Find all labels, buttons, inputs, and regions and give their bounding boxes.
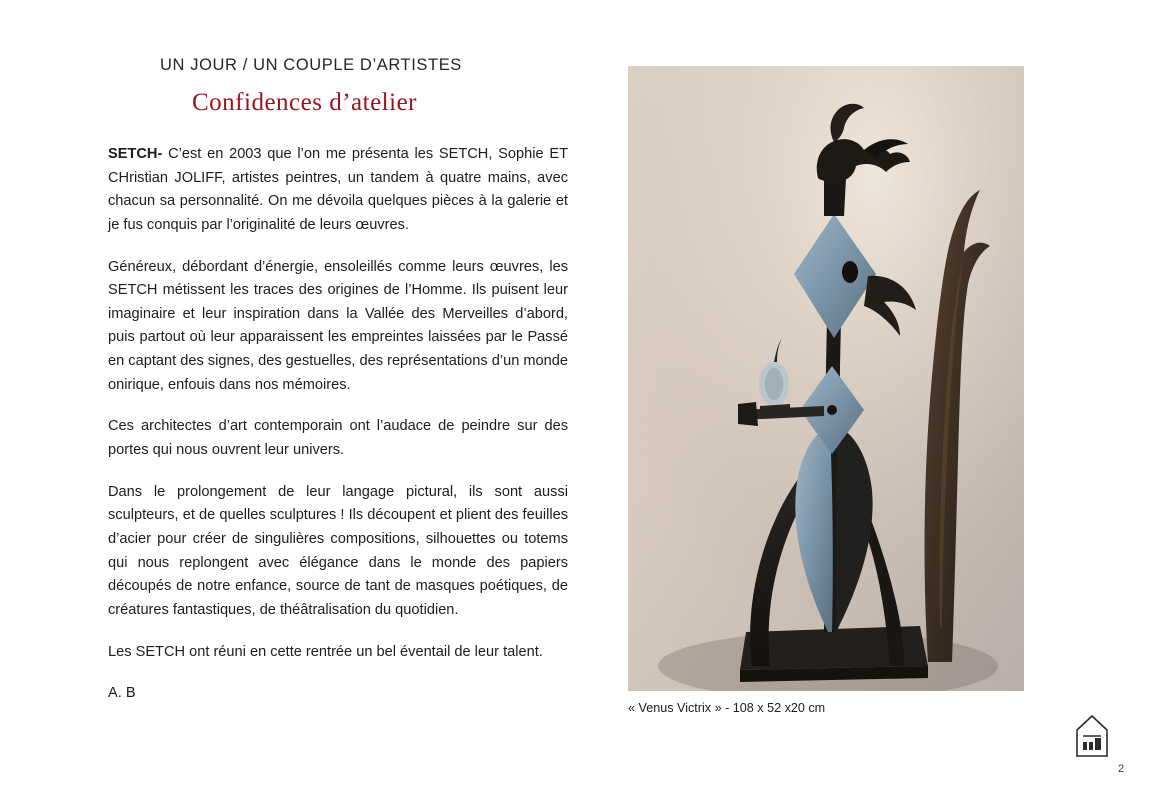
artwork-photo-frame	[628, 66, 1024, 691]
sculpture-illustration	[628, 66, 1024, 691]
artwork-caption: « Venus Victrix » - 108 x 52 x20 cm	[628, 701, 826, 715]
article-kicker: UN JOUR / UN COUPLE D’ARTISTES	[160, 56, 462, 74]
article-subtitle: Confidences d’atelier	[192, 89, 417, 116]
paragraph-2: Généreux, débordant d’énergie, ensoleillés comme leurs œuvres, les SETCH métissent les traces des origines de l’Homme. Ils puisent leur imaginaire et leur inspiration dans la Vallée des Merveilles d’abord, puis partout où leur apparaissent les empreintes laissées par le Passé en captant des signes, des gestuelles, des représentations d’un monde onirique, enfouis dans nos mémoires.	[108, 258, 569, 393]
paragraph-4: Dans le prolongement de leur langage pictural, ils sont aussi sculpteurs, et de quelles sculptures ! Ils découpent et plient des feuilles d’acier pour créer de singulières compositions, silhouettes ou totems qui nous replongent avec élégance dans le monde des papiers découpés de notre enfance, source de tant de masques poétiques, de créatures fantastiques, de théâtralisation du quotidien.	[108, 483, 568, 618]
gallery-logo-icon	[1074, 714, 1110, 760]
article-body	[108, 143, 568, 706]
lead-label: SETCH-	[108, 146, 163, 162]
paragraph-1	[108, 143, 568, 238]
article-signature: A. B	[108, 685, 136, 702]
artwork-photo	[628, 66, 1024, 691]
paragraph-3: Ces architectes d’art contemporain ont l’audace de peindre sur des portes qui nous ouvrent leur univers.	[108, 418, 568, 459]
paragraph-1-text: C’est en 2003 que l’on me présenta les SETCH, Sophie ET CHristian JOLIFF, artistes peintres, un tandem à quatre mains, avec chacun sa personnalité. On me dévoila quelques pièces à la galerie et je fus conquis par l’originalité de leurs œuvres.	[108, 146, 568, 233]
paragraph-5: Les SETCH ont réuni en cette rentrée un bel éventail de leur talent.	[108, 643, 543, 660]
logo-mark	[1074, 714, 1110, 760]
page-number: 2	[1118, 763, 1125, 775]
article-text-column	[108, 56, 568, 706]
